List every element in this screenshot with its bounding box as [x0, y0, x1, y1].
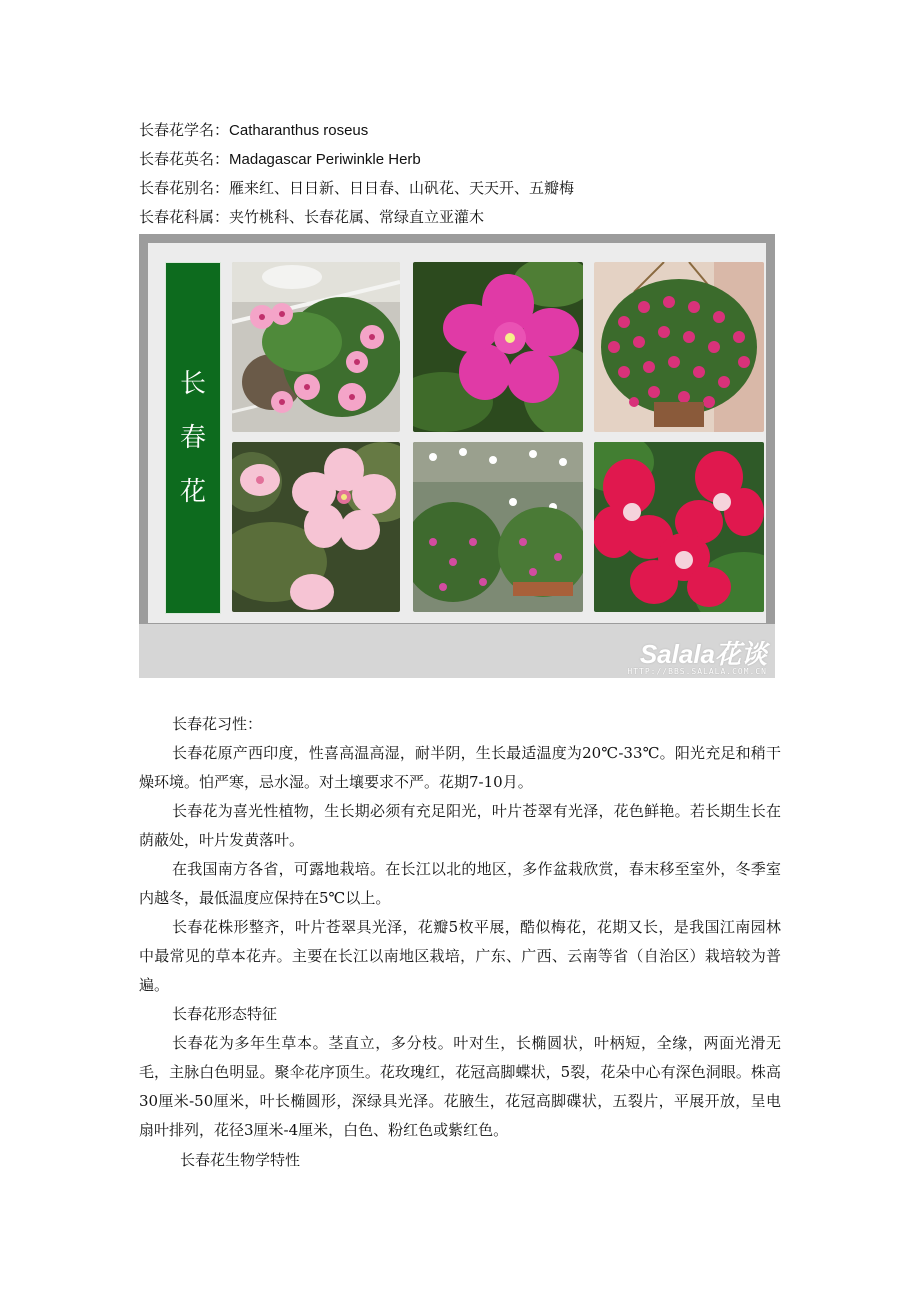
latin-name-label: 长春花学名：	[139, 121, 230, 139]
pink-periwinkle-pot-photo	[232, 262, 400, 432]
habit-paragraph: 长春花为喜光性植物，生长期必须有充足阳光，叶片苍翠有光泽，花色鲜艳。若长期生长在荫蔽处，叶片发黄落叶。	[139, 802, 781, 849]
collage-title-char: 花	[179, 477, 206, 507]
hanging-basket-photo	[594, 262, 764, 432]
habit-paragraph: 长春花原产西印度，性喜高温高湿，耐半阴，生长最适温度为20℃-33℃。阳光充足和稍干燥环境。怕严寒，忌水湿。对土壤要求不严。花期7-10月。	[139, 744, 781, 791]
watermark-url: HTTP://BBS.SALALA.COM.CN	[627, 667, 767, 676]
collage-frame	[148, 243, 766, 623]
morphology-paragraph: 长春花为多年生草本。茎直立，多分枝。叶对生，长椭圆状，叶柄短，全缘，两面光滑无毛，主脉白色明显。聚伞花序顶生。花玫瑰红，花冠高脚蝶状，5裂，花朵中心有深色洞眼。株高30厘米-50厘米，叶长椭圆形，深绿具光泽。花腋生，花冠高脚碟状，五裂片，平展开放，呈电扇叶排列，花径3厘米-4厘米，白色、粉红色或紫红色。	[139, 1034, 781, 1139]
morphology-heading: 长春花形态特征	[172, 1005, 278, 1023]
watermark-brand: Salala花谈	[639, 639, 767, 669]
habit-paragraph: 长春花株形整齐，叶片苍翠具光泽，花瓣5枚平展，酷似梅花，花期又长，是我国江南园林中最常见的草本花卉。主要在长江以南地区栽培，广东、广西、云南等省（自治区）栽培较为普遍。	[139, 918, 781, 994]
collage-title-bar	[165, 262, 221, 614]
latin-name-line	[139, 120, 368, 141]
latin-name-value: Catharanthus roseus	[229, 122, 369, 139]
flower-collage-image	[139, 234, 775, 678]
collage-watermark	[627, 634, 767, 676]
magenta-flower-closeup-photo	[413, 262, 583, 432]
alias-line: 长春花别名：雁来红、日日新、日日春、山矾花、天天开、五瓣梅	[139, 179, 575, 197]
english-name-line	[139, 149, 421, 170]
biology-heading: 长春花生物学特性	[180, 1151, 301, 1169]
collage-title-char: 春	[179, 423, 206, 453]
collage-title-char: 长	[179, 369, 206, 399]
habit-heading: 长春花习性：	[172, 715, 263, 733]
collage-caption-strip	[139, 624, 775, 678]
family-line: 长春花科属：夹竹桃科、长春花属、常绿直立亚灌木	[139, 208, 485, 226]
greenhouse-beds-photo	[413, 442, 583, 612]
light-pink-flowers-photo	[232, 442, 400, 612]
red-periwinkle-closeup-photo	[594, 442, 764, 612]
english-name-value: Madagascar Periwinkle Herb	[229, 151, 421, 168]
english-name-label: 长春花英名：	[139, 150, 230, 168]
habit-paragraph: 在我国南方各省，可露地栽培。在长江以北的地区，多作盆栽欣赏，春末移至室外，冬季室内越冬，最低温度应保持在5℃以上。	[139, 860, 781, 907]
